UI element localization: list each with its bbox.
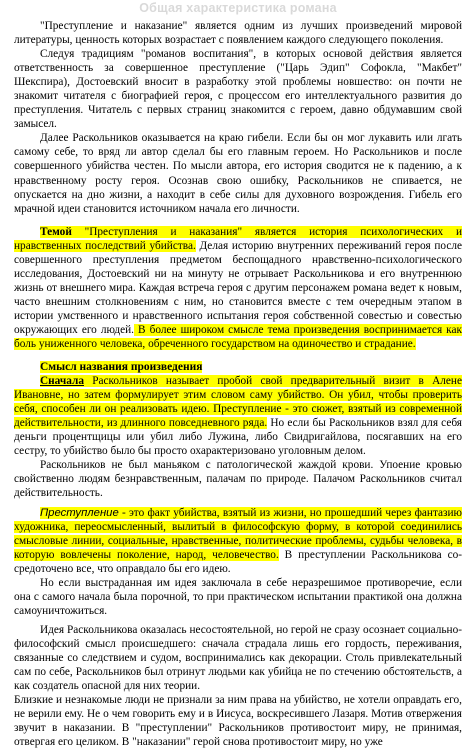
paragraph-rejection: Близкие и незнакомые люди не признали за ним права на убийство, не хотели оправдать его, не верили ему. Не о чем говорить ему и в Иисуса, воскресившего Лазаря. Мотив отвержения звучит в наказании. В "преступлении" Раскольников противостоит миру, не принимая, отвергая его целиком. В "наказании" герой снова противостоит миру, но уже [14,694,462,749]
crime-definition-body: В преступлении Раскольникова со-средоточено все, что оправдало бы его идею. [14,548,462,575]
theme-highlight-wide: В более широком смысле тема произведения воспринимается как боль униженного человека, обреченного государством на одиночество и страдание. [14,323,462,351]
title-meaning-highlight: Раскольников называет пробой свой предварительный визит в Алене Ивановне, но затем формулирует этим словом саму убийство. Он убил, чтобы проверить себя, способен ли он реализовать идею. Преступление - это сюжет, взятый из современной действительности, из длинного повседневного ряда. [14,375,462,430]
page-title: Общая характеристика романа [139,1,337,15]
crime-definition-highlight: - это факт убийства, взятый из жизни, но прошедший через фантазию художника, переосмысленный, вылитый в философскую форму, в которой соединились смысловые линии, социальные, нравственные, политические проблемы, судьбы человека, в которую вовлечены поколение, народ, человечество. [14,506,462,561]
section-heading [14,360,462,374]
first-label: Сначала [40,375,84,388]
document-page [0,1,474,749]
paragraph-intro: "Преступление и наказание" является одним из лучших произведений мировой литературы, ценность которых возрастает с появлением каждого следующего поколения. [14,20,462,47]
paragraph-not-maniac: Раскольников не был маньяком с патологической жаждой крови. Упоение кровью свойственно людям безнравственным, палачам по природе. Палачом Раскольников считал действительность. [14,459,462,500]
spacer [14,351,462,360]
paragraph-title-meaning [14,374,462,458]
paragraph-contradiction: Но если выстраданная им идея заключала в себе неразрешимое противоречие, если она с самого начала была порочной, то при практическом испытании практикой она должна самоуничтожиться. [14,576,462,617]
paragraph-hero-fate: Далее Раскольников оказывается на краю гибели. Если бы он мог лукавить или лгать самому себе, то вряд ли автор сделал бы его главным героем. Но Раскольников и после совершенного убийства честен. По мысли автора, его история сводится не к падению, а к нравственному росту героя. Осознав свою ошибку, Раскольников не спивается, не опускается на дно жизни, а находит в себе силы для духовного возрождения. Гибель его мрачной идеи становится источником начала его личности. [14,132,462,215]
theme-highlight: "Преступления и наказания" является история психологических и нравственных последствий убийства. [14,225,462,252]
spacer [14,216,462,225]
theme-body: Делая историю внутренних переживаний героя после совершенного преступления предметом беспощадного нравственно-психологического исследования, Достоевский ни на минуту не отрывает Раскольникова и его внутреннюю жизнь от внешнего мира. Каждая встреча героя с другим персонажем романа ведет к новым, часто внешним столкновениям с ним, но становится вместе с тем очередным этапом в истории умственного и нравственного испытания героя собственной совестью и совестью окружающих его людей. [14,239,462,336]
section-heading-text: Смысл названия произведения [40,361,203,374]
paragraph-idea-failure: Идея Раскольникова оказалась несостоятельной, но герой не сразу осознает социально-философский смысл происшедшего: сначала страдала лишь его гордость, переживания, связанные со следствием и судом, воспринимались как декорации. Столь привлекательный сам по себе, Раскольников был отринут людьми как убийца не по стечению обстоятельств, а как создатель опасной для них теории. [14,623,462,693]
crime-term: Преступление [40,506,119,519]
paragraph-theme [14,225,462,351]
paragraph-tradition: Следуя традициям "романов воспитания", в которых основой действия является ответственность за совершенное преступление ("Царь Эдип" Софокла, "Макбет" Шекспира), Достоевский вносит в разработку этой проблемы новшество: он почти не знакомит читателя с биографией героя, с процессом его интеллектуального развития до преступления. Читатель с первых страниц знакомится с героем, давно обдумавшим свой замысел. [14,48,462,131]
theme-label: Темой [40,225,72,238]
paragraph-crime-definition [14,506,462,576]
title-meaning-body: Но если бы Раскольников взял для себя деньги процентщицы или убил либо Лужина, либо Свидригайлова, посягавших на его сестру, то убийство было бы просто охарактеризовано уголовным делом. [14,417,463,458]
